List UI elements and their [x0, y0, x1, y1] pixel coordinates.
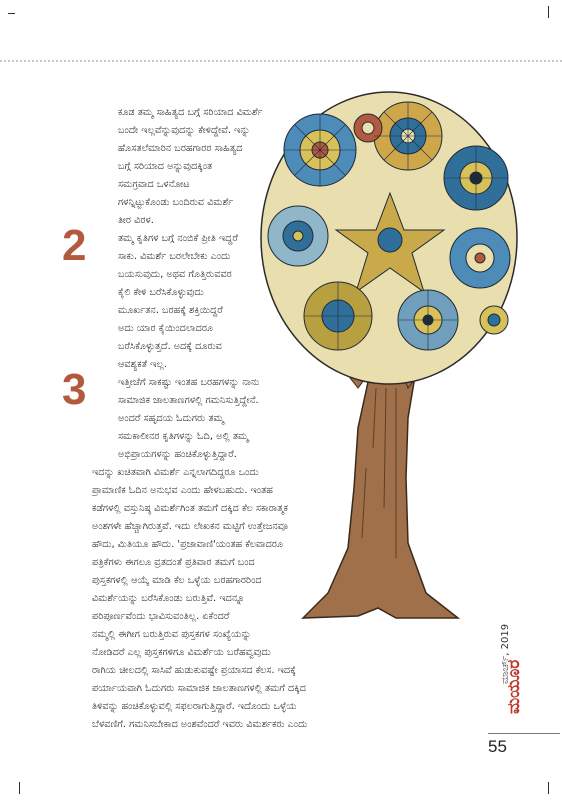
text-line: ಬರೆಸಿಕೊಳ್ಳುತ್ತದೆ. ಅದಕ್ಕೆ ದೂರುವ — [118, 341, 222, 352]
text-line: ತೀರ ವಿರಳ. — [118, 215, 154, 226]
crop-mark-top-right — [548, 6, 556, 18]
flower-9 — [354, 114, 382, 142]
text-line: ಹೌದು, ಮಿತಿಯೂ ಹೌದು. 'ಪ್ರಜಾವಾಣಿ'ಯಂತಹ ಕೆಲವಾದರೂ — [92, 539, 284, 550]
text-line: ಬಯಸುವುದು, ಅಥವ ಗೊತ್ತಿರುವವರ — [118, 269, 232, 280]
paragraph-number-3: 3 — [62, 365, 87, 414]
text-line: ತಮ್ಮ ಕೃತಿಗಳ ಬಗ್ಗೆ ನಂಬಿಕೆ ಪ್ರೀತಿ ಇದ್ದರೆ — [118, 233, 238, 244]
text-line: ಅಂಶಗಳೇ ಹೆಚ್ಚಾಗಿರುತ್ತವೆ. ಇದು ಲೇಖಕನ ಮಟ್ಟಿಗೆ ಉತ್ತೇಜನವೂ — [92, 521, 289, 532]
flower-4 — [268, 206, 328, 266]
text-line: ಸಮಕಾಲೀನರ ಕೃತಿಗಳನ್ನು ಓದಿ, ಅಲ್ಲಿ ತಮ್ಮ — [118, 431, 249, 442]
text-line: ಪ್ರಾಮಾಣಿಕ ಓದಿನ ಅನುಭವ ಎಂದು ಹೇಳಬಹುದು. ಇಂತಹ — [92, 485, 273, 496]
crop-mark-bottom-right — [548, 782, 556, 794]
paragraph-number-2: 2 — [62, 221, 87, 270]
dotted-separator — [0, 60, 562, 62]
text-line: ಕೂಡ ತಮ್ಮ ಸಾಹಿತ್ಯದ ಬಗ್ಗೆ ಸರಿಯಾದ ವಿಮರ್ಶೆ — [118, 107, 263, 118]
text-line: ಪರಿಪೂರ್ಣವೆಂದು ಭಾವಿಸುವಂತಿಲ್ಲ. ಏಕೆಂದರೆ — [92, 611, 230, 622]
text-line: ಅದು ಯಾರ ಕೈಯಿಂದಲಾದರೂ — [118, 323, 214, 334]
crop-mark-bottom-left — [12, 782, 20, 794]
crop-mark-top-left — [8, 6, 15, 14]
text-line: ತಿಳಿವನ್ನು ಹಂಚಿಕೊಳ್ಳುವಲ್ಲಿ ಸಫಲರಾಗುತ್ತಿದ್ದಾರೆ. ಇದೊಂದು ಒಳ್ಳೆಯ — [92, 701, 297, 712]
text-line: ಕೈಲಿ ಕೇಳಿ ಬರೆಸಿಕೊಳ್ಳುವುದು — [118, 287, 204, 298]
tree-trunk — [303, 370, 458, 618]
text-line: ನಮ್ಮಲ್ಲಿ ಈಗೀಗ ಬರುತ್ತಿರುವ ಪುಸ್ತಕಗಳ ಸಂಖ್ಯೆಯನ್ನು — [92, 629, 252, 640]
text-line: ಗಳನ್ನಿಟ್ಟುಕೊಂಡು ಬಂದಿರುವ ವಿಮರ್ಶೆ — [118, 197, 234, 208]
text-line: ಅಭಿಪ್ರಾಯಗಳನ್ನು ಹಂಚಿಕೊಳ್ಳುತ್ತಿದ್ದಾರೆ. — [118, 449, 237, 460]
text-line: ಇತ್ತೀಚೆಗೆ ಸಾಕಷ್ಟು ಇಂತಹ ಬರಹಗಳನ್ನು ನಾನು — [118, 377, 260, 388]
text-line: ಪರ್ಯಾಯವಾಗಿ ಓದುಗರು ಸಾಮಾಜಿಕ ಜಾಲತಾಣಗಳಲ್ಲಿ ತಮಗೆ ದಕ್ಕಿದ — [92, 683, 306, 694]
text-line: ಹೊಸತಲೆಮಾರಿನ ಬರಹಗಾರರ ಸಾಹಿತ್ಯದ — [118, 143, 243, 154]
text-line: ಸಮಗ್ರವಾದ ಒಳನೋಟ — [118, 179, 190, 190]
issue-date: ಮಾರ್ಚ್, 2019 — [500, 623, 511, 684]
text-line: ಮೂರ್ಖತನ. ಬರಹಕ್ಕೆ ಶಕ್ತಿಯಿದ್ದರೆ — [118, 305, 223, 316]
page-number: 55 — [488, 737, 507, 756]
text-line: ಅಂದರೆ ಸಹೃದಯ ಓದುಗರು ತಮ್ಮ — [118, 413, 225, 424]
text-line: ಪತ್ರಿಕೆಗಳು ಈಗಲೂ ವ್ರತದಂತೆ ಪ್ರತಿವಾರ ತಮಗೆ ಬಂದ — [92, 557, 255, 568]
magazine-name: ಮಯೂರ — [504, 659, 524, 714]
text-line: ಇದನ್ನು ಖಚಿತವಾಗಿ ವಿಮರ್ಶೆ ಎನ್ನಲಾಗದಿದ್ದರೂ ಒಂದು — [92, 467, 259, 478]
text-line: ಬೆಳವಣಿಗೆ. ಗಮನಿಸಬೇಕಾದ ಅಂಶವೆಂದರೆ ಇವರು ವಿಮರ್ಶಕರು ಎಂದು — [92, 719, 308, 730]
flower-6 — [450, 228, 510, 288]
text-line: ಬಂದೇ ಇಲ್ಲವೆನ್ನುವುದನ್ನು ಕೇಳಿದ್ದೇವೆ. ಇನ್ನು — [118, 125, 251, 136]
text-line: ಸಾಮಾಜಿಕ ಜಾಲತಾಣಗಳಲ್ಲಿ ಗಮನಿಸುತ್ತಿದ್ದೇನೆ. — [118, 395, 259, 406]
text-line: ವಿಮರ್ಶೆಯನ್ನು ಬರೆಸಿಕೊಂಡು ಬರುತ್ತಿವೆ. ಇದನ್ನೂ — [92, 593, 245, 604]
text-line: ರಾಗಿಯ ಚೀಲದಲ್ಲಿ ಸಾಸಿವೆ ಹುಡುಕುವಷ್ಟೇ ಪ್ರಯಾಸದ ಕೆಲಸ. ಇದಕ್ಕೆ — [92, 665, 296, 676]
text-line: ಕಡೆಗಳಲ್ಲಿ ವಸ್ತುನಿಷ್ಠ ವಿಮರ್ಶೆಗಿಂತ ತಮಗೆ ದಕ್ಕಿದ ಕೆಲ ಸಕಾರಾತ್ಮಕ — [92, 503, 289, 514]
tree-illustration — [258, 88, 520, 626]
text-line: ಆವಶ್ಯಕತೆ ಇಲ್ಲ. — [118, 359, 168, 370]
text-line: ಸಾಕು. ವಿಮರ್ಶೆ ಬರಲೇಬೇಕು ಎಂದು — [118, 251, 231, 262]
flower-10 — [480, 306, 508, 334]
page-number-rule — [488, 733, 560, 734]
text-line: ನೋಡಿದರೆ ಎಲ್ಲ ಪುಸ್ತಕಗಳಿಗೂ ವಿಮರ್ಶೆಯ ಬರೆಹವ್ವವುದು — [92, 647, 271, 658]
text-line: ಪುಸ್ತಕಗಳಲ್ಲಿ ಆಯ್ಕೆ ಮಾಡಿ ಕೆಲ ಒಳ್ಳೆಯ ಬರಹಗಾರರಿಂದ — [92, 575, 262, 586]
text-line: ಬಗ್ಗೆ ಸರಿಯಾದ ಅನ್ನುವುದಕ್ಕಿಂತ — [118, 161, 213, 172]
